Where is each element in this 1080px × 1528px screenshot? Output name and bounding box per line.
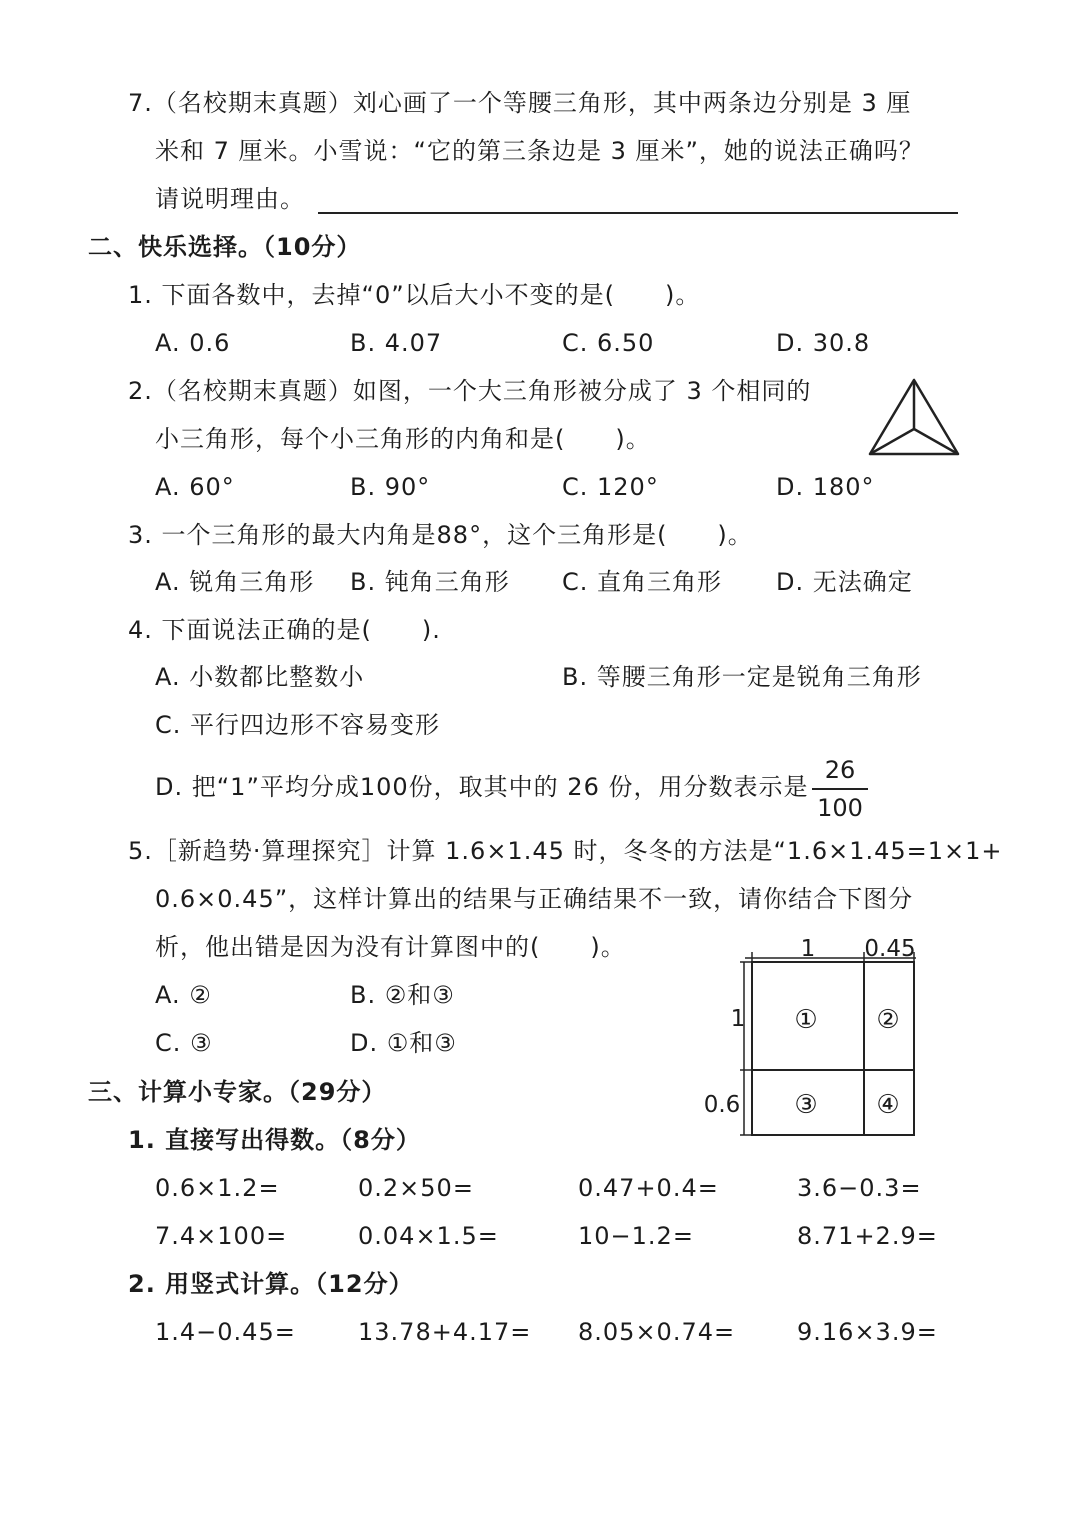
s2-q5-option-a: A. ② xyxy=(155,981,212,1009)
s2-q5-line-3: 析，他出错是因为没有计算图中的( )。 xyxy=(155,933,626,961)
s2-q5-option-d: D. ①和③ xyxy=(350,1029,457,1057)
fraction-numerator: 26 xyxy=(824,756,856,784)
s2-q3-stem: 3. 一个三角形的最大内角是88°，这个三角形是( )。 xyxy=(128,521,753,549)
section3-title: 三、计算小专家。（29分） xyxy=(88,1078,387,1106)
s2-q3-option-b: B. 钝角三角形 xyxy=(350,568,510,596)
s2-q1-option-c: C. 6.50 xyxy=(562,329,655,357)
q7-line-1: 7.（名校期末真题）刘心画了一个等腰三角形，其中两条边分别是 3 厘 xyxy=(128,89,912,117)
s2-q4-option-c: C. 平行四边形不容易变形 xyxy=(155,711,441,739)
s2-q4-option-d: D. 把“1”平均分成100份，取其中的 26 份，用分数表示是 xyxy=(155,773,809,801)
s2-q2-option-d: D. 180° xyxy=(776,473,875,501)
fraction-denominator: 100 xyxy=(817,794,863,822)
figure-label-left-top: 1 xyxy=(730,1006,746,1032)
s3-q2-title: 2. 用竖式计算。（12分） xyxy=(128,1270,414,1298)
s2-q4-stem: 4. 下面说法正确的是( ). xyxy=(128,616,441,644)
s3-q1-r1-c1: 0.6×1.2= xyxy=(155,1174,280,1202)
s2-q1-option-d: D. 30.8 xyxy=(776,329,871,357)
figure-cell-4: ④ xyxy=(876,1090,900,1120)
s2-q4-option-b: B. 等腰三角形一定是锐角三角形 xyxy=(562,663,922,691)
s2-q3-option-d: D. 无法确定 xyxy=(776,568,913,596)
s3-q2-c4: 9.16×3.9= xyxy=(797,1318,938,1346)
s3-q1-title: 1. 直接写出得数。（8分） xyxy=(128,1126,421,1154)
s2-q3-option-c: C. 直角三角形 xyxy=(562,568,723,596)
s3-q1-r1-c4: 3.6−0.3= xyxy=(797,1174,922,1202)
s2-q5-line-1: 5.［新趋势·算理探究］计算 1.6×1.45 时，冬冬的方法是“1.6×1.45=1×1+ xyxy=(128,837,1003,865)
q7-line-3: 请说明理由。 xyxy=(155,185,305,213)
figure-cell-2: ② xyxy=(876,1005,900,1035)
figure-label-top-left: 1 xyxy=(800,936,816,962)
s2-q5-line-2: 0.6×0.45”，这样计算出的结果与正确结果不一致，请你结合下图分 xyxy=(155,885,914,913)
figure-label-left-bottom: 0.6 xyxy=(703,1092,741,1118)
s3-q1-r2-c4: 8.71+2.9= xyxy=(797,1222,938,1250)
s3-q2-c1: 1.4−0.45= xyxy=(155,1318,296,1346)
s2-q3-option-a: A. 锐角三角形 xyxy=(155,568,315,596)
s2-q1-option-b: B. 4.07 xyxy=(350,329,443,357)
s2-q2-stem-2: 小三角形，每个小三角形的内角和是( )。 xyxy=(155,425,651,453)
figure-label-top-right: 0.45 xyxy=(864,936,916,962)
q7-line-2: 米和 7 厘米。小雪说：“它的第三条边是 3 厘米”，她的说法正确吗？ xyxy=(155,137,924,165)
s2-q1-stem: 1. 下面各数中，去掉“0”以后大小不变的是( )。 xyxy=(128,281,701,309)
s2-q2-option-c: C. 120° xyxy=(562,473,659,501)
figure-cell-3: ③ xyxy=(794,1090,818,1120)
s3-q1-r2-c3: 10−1.2= xyxy=(578,1222,694,1250)
s2-q1-option-a: A. 0.6 xyxy=(155,329,231,357)
figure-cell-1: ① xyxy=(794,1005,818,1035)
s2-q2-stem-1: 2.（名校期末真题）如图，一个大三角形被分成了 3 个相同的 xyxy=(128,377,812,405)
s2-q2-option-b: B. 90° xyxy=(350,473,431,501)
s3-q1-r1-c2: 0.2×50= xyxy=(358,1174,474,1202)
s2-q4-option-a: A. 小数都比整数小 xyxy=(155,663,365,691)
s3-q2-c3: 8.05×0.74= xyxy=(578,1318,736,1346)
s2-q2-option-a: A. 60° xyxy=(155,473,235,501)
s3-q2-c2: 13.78+4.17= xyxy=(358,1318,532,1346)
s2-q5-option-c: C. ③ xyxy=(155,1029,213,1057)
s3-q1-r1-c3: 0.47+0.4= xyxy=(578,1174,719,1202)
s2-q5-option-b: B. ②和③ xyxy=(350,981,455,1009)
s3-q1-r2-c1: 7.4×100= xyxy=(155,1222,288,1250)
section2-title: 二、快乐选择。（10分） xyxy=(88,233,362,261)
s3-q1-r2-c2: 0.04×1.5= xyxy=(358,1222,499,1250)
